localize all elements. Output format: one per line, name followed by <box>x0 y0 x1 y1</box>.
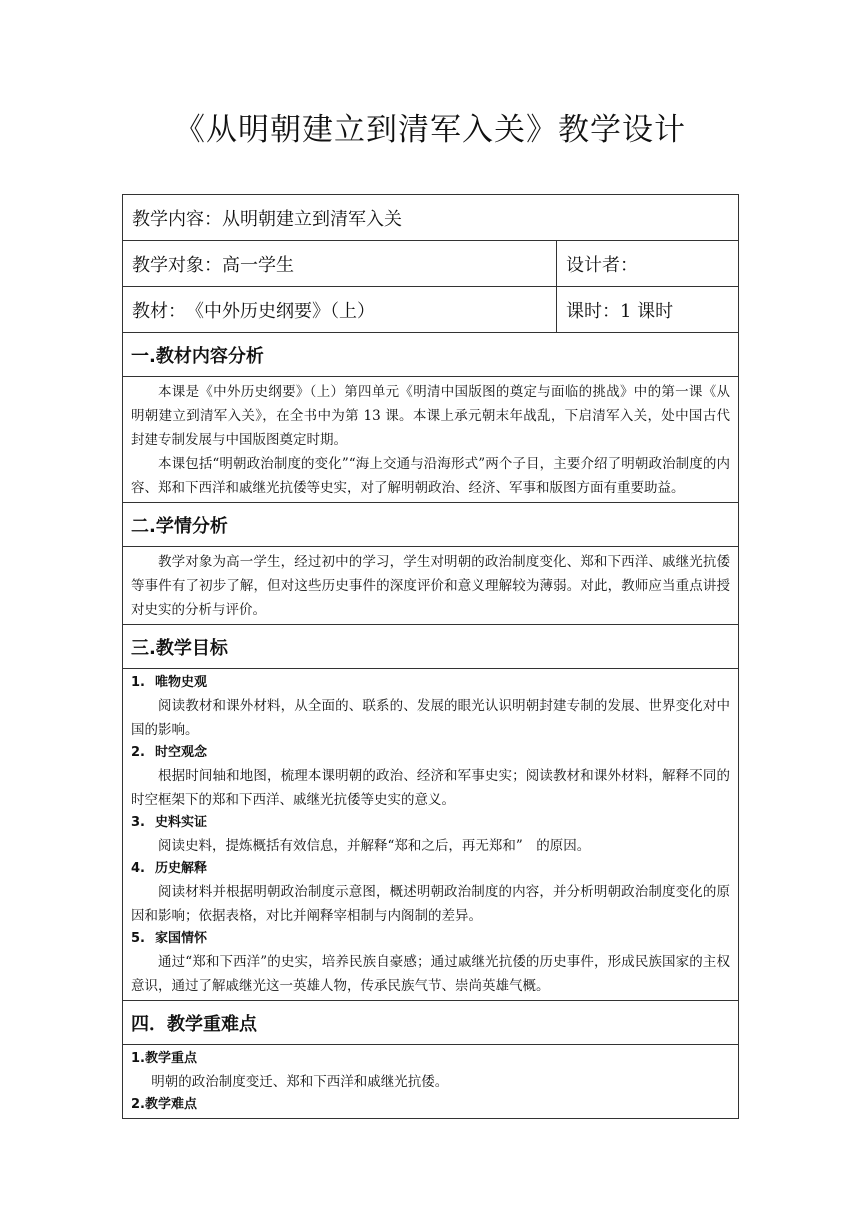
paragraph: 本课是《中外历史纲要》（上）第四单元《明清中国版图的奠定与面临的挑战》中的第一课《从明朝建立到清军入关》，在全书中为第 13 课。本课上承元朝末年战乱，下启清军入关，处中国古代封建专制发展与中国版图奠定时期。 <box>131 384 730 448</box>
goal-item <box>131 812 730 858</box>
section-heading: 一.教材内容分析 <box>123 333 738 377</box>
goal-text: 根据时间轴和地图，梳理本课明朝的政治、经济和军事史实；阅读教材和课外材料，解释不同的时空框架下的郑和下西洋、戚继光抗倭等史实的意义。 <box>131 768 730 808</box>
goal-title: 家国情怀 <box>155 931 208 946</box>
paragraph: 教学对象为高一学生，经过初中的学习，学生对明朝的政治制度变化、郑和下西洋、戚继光抗倭等事件有了初步了解，但对这些历史事件的深度评价和意义理解较为薄弱。对此，教师应当重点讲授对史实的分析与评价。 <box>131 554 730 618</box>
goal-number: 3. <box>131 815 145 830</box>
section-body <box>123 669 738 1000</box>
goal-title: 唯物史观 <box>155 675 208 690</box>
section-goals <box>123 625 738 1001</box>
goal-text: 阅读材料并根据明朝政治制度示意图，概述明朝政治制度的内容，并分析明朝政治制度变化的原因和影响；依据表格，对比并阐释宰相制与内阁制的差异。 <box>131 884 730 924</box>
goal-item <box>131 742 730 812</box>
section-analysis <box>123 333 738 503</box>
goal-title: 时空观念 <box>155 745 208 760</box>
section-heading: 二.学情分析 <box>123 503 738 547</box>
goal-item <box>131 858 730 928</box>
section-keypoints <box>123 1001 738 1118</box>
paragraph: 本课包括“明朝政治制度的变化”“海上交通与沿海形式”两个子目，主要介绍了明朝政治制度的内容、郑和下西洋和戚继光抗倭等史实，对了解明朝政治、经济、军事和版图方面有重要助益。 <box>131 456 730 496</box>
class-hours-cell: 课时：1 课时 <box>556 287 738 332</box>
teaching-content-cell: 教学内容：从明朝建立到清军入关 <box>132 208 402 230</box>
goal-text: 阅读教材和课外材料，从全面的、联系的、发展的眼光认识明朝封建专制的发展、世界变化对中国的影响。 <box>131 698 730 738</box>
difficulty-heading: 2.教学难点 <box>131 1097 197 1112</box>
focus-text: 明朝的政治制度变迁、郑和下西洋和戚继光抗倭。 <box>151 1074 449 1090</box>
section-students <box>123 503 738 625</box>
focus-heading: 1.教学重点 <box>131 1051 197 1066</box>
section-heading: 四．教学重难点 <box>123 1001 738 1045</box>
goal-number: 2. <box>131 745 145 760</box>
goal-item <box>131 672 730 742</box>
goal-title: 史料实证 <box>155 815 208 830</box>
lesson-plan-table <box>122 194 739 1119</box>
section-body <box>123 547 738 624</box>
goal-text: 通过“郑和下西洋”的史实，培养民族自豪感；通过戚继光抗倭的历史事件，形成民族国家的主权意识，通过了解戚继光这一英雄人物，传承民族气节、崇尚英雄气概。 <box>131 954 730 994</box>
goal-number: 4. <box>131 861 145 876</box>
row-textbook <box>123 287 738 333</box>
goal-title: 历史解释 <box>155 861 208 876</box>
goal-item <box>131 928 730 998</box>
section-body <box>123 377 738 502</box>
row-audience <box>123 241 738 287</box>
section-body <box>123 1045 738 1118</box>
goal-text: 阅读史料，提炼概括有效信息，并解释“郑和之后，再无郑和” 的原因。 <box>158 838 591 854</box>
textbook-cell: 教材： 《中外历史纲要》（上） <box>132 300 375 322</box>
row-content <box>123 195 738 241</box>
goal-number: 1. <box>131 675 145 690</box>
audience-cell: 教学对象：高一学生 <box>132 254 294 276</box>
designer-cell: 设计者： <box>556 241 738 286</box>
goal-number: 5. <box>131 931 145 946</box>
section-heading: 三.教学目标 <box>123 625 738 669</box>
page-title: 《从明朝建立到清军入关》教学设计 <box>174 112 686 148</box>
